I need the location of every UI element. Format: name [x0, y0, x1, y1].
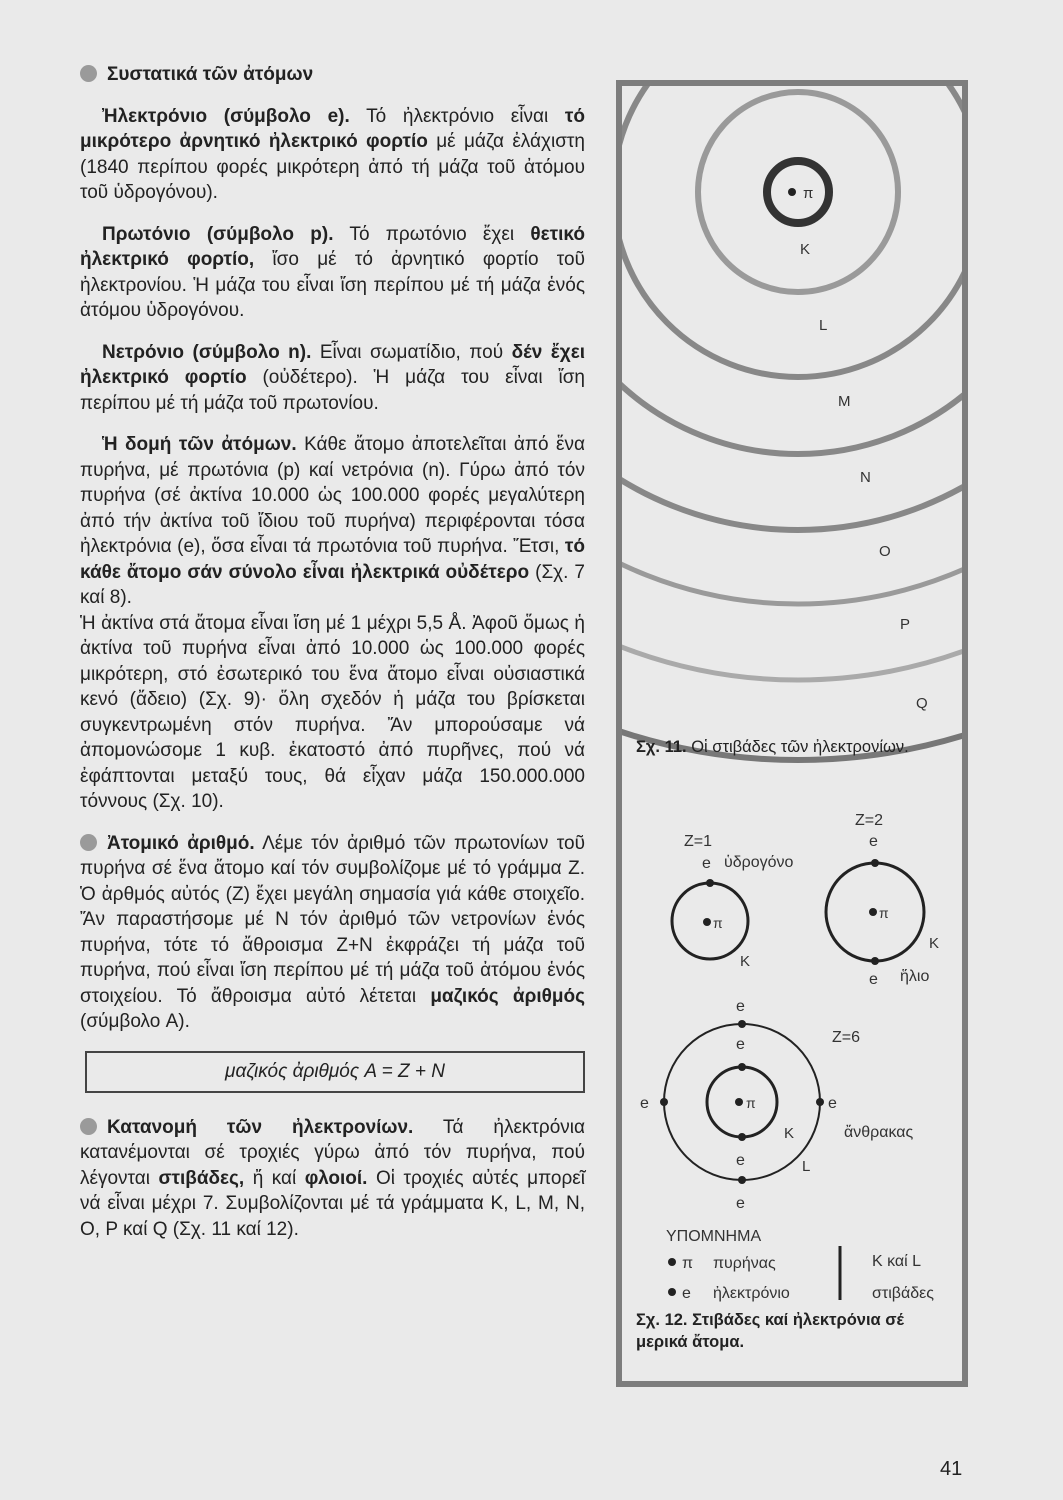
- section-heading-components: Συστατικά τῶν ἀτόμων: [80, 62, 585, 88]
- shell-ring-n: [622, 86, 962, 530]
- term-neutron: Νετρόνιο (σύμβολο n).: [102, 341, 312, 363]
- paragraph-structure: Ἡ δομή τῶν ἀτόμων. Κάθε ἄτομο ἀποτελεῖται ἀπό ἕνα πυρήνα, μέ πρωτόνια (p) καί νετρόνια (n). Γύρω ἀπό τόν πυρήνα (σέ ἀκτίνα 10.000 ὡς 100.000 φορές μεγαλύτερη ἀπό τήν ἀκτίνα τοῦ ἴδιου τοῦ πυρήνα) περιφέρονται τόσα ἠλεκτρόνια (e), ὅσα εἶναι τά πρωτόνια τοῦ πυρήνα. Ἔτσι, τό κάθε ἄτομο σάν σύνολο εἶναι ἠλεκτρικά οὐδέτερο (Σχ. 7 καί 8).: [80, 434, 585, 608]
- hydrogen-nucleus: [703, 918, 711, 926]
- carbon-e1-label: e: [736, 998, 745, 1015]
- legend-title: ΥΠΟΜΝΗΜΑ: [666, 1228, 762, 1245]
- carbon-shell-k-label: K: [784, 1125, 795, 1142]
- helium-nucleus: [869, 908, 877, 916]
- helium-e-bottom-label: e: [869, 971, 878, 988]
- shell-label-n: N: [860, 469, 871, 486]
- paragraph-electron: Ἠλεκτρόνιο (σύμβολο e). Τό ἠλεκτρόνιο εἶναι τό μικρότερο ἀρνητικό ἠλεκτρικό φορτίο μέ μάζα ἐλάχιστη (1840 περίπου φορές μικρότερη ἀπό τή μάζα τοῦ ἀτόμου τοῦ ὑδρογόνου).: [80, 105, 585, 203]
- paragraph-proton: Πρωτόνιο (σύμβολο p). Τό πρωτόνιο ἔχει θετικό ἠλεκτρικό φορτίο, ἴσο μέ τό ἀρνητικό φορτίο τοῦ ἠλεκτρονίου. Ἡ μάζα του εἶναι ἴση περίπου μέ τή μάζα ἑνός ἀτόμου ὑδρογόνου.: [80, 223, 585, 321]
- shell-label-m: M: [838, 393, 851, 410]
- legend-electron-text: ἠλεκτρόνιο: [713, 1285, 790, 1302]
- term-electron: Ἠλεκτρόνιο (σύμβολο e).: [102, 105, 350, 127]
- term-structure: Ἡ δομή τῶν ἀτόμων.: [102, 434, 297, 455]
- term-atomic-number: Ἀτομικό ἀριθμό.: [107, 832, 255, 854]
- carbon-name: ἄνθρακας: [844, 1124, 914, 1141]
- carbon-e6-label: e: [736, 1195, 745, 1212]
- legend-shells-label: K καί L: [872, 1253, 922, 1270]
- bullet-icon: [80, 1118, 97, 1135]
- carbon-electron-l-top: [738, 1020, 746, 1028]
- hydrogen-electron: [706, 879, 714, 887]
- hydrogen-atom: [672, 833, 794, 970]
- carbon-e2-label: e: [736, 1036, 745, 1053]
- hydrogen-shell-label: K: [740, 953, 751, 970]
- carbon-electron-l-left: [660, 1098, 668, 1106]
- legend-nucleus-dot: [668, 1258, 676, 1266]
- hydrogen-nucleus-label: π: [713, 915, 723, 931]
- bullet-icon: [80, 834, 97, 851]
- shell-label-l: L: [819, 317, 828, 334]
- bullet-icon: [80, 65, 97, 82]
- paragraph-radius: Ἡ ἀκτίνα στά ἄτομα εἶναι ἴση μέ 1 μέχρι 5,5 Å. Ἀφοῦ ὅμως ἡ ἀκτίνα τοῦ πυρήνα εἶναι ἀπό 10.000 ὡς 100.000 φορές μικρότερη, στό ἐσωτερικό του ἕνα ἄτομο εἶναι οὐσιαστικά κενό (ἄδειο) (Σχ. 9)· ὅλη σχεδόν ἡ μάζα του βρίσκεται συγκεντρωμένη στόν πυρήνα. Ἄν μπορούσαμε νά ἀπομονώσομε 1 κυβ. ἑκατοστό ἀπό πυρῆνες, πού νά ἐφάπτονται μεταξύ τους, θά εἶχαν μάζα 150.000.000 τόννους (Σχ. 10).: [80, 612, 585, 812]
- paragraph-atomic-number: Ἀτομικό ἀριθμό. Λέμε τόν ἀριθμό τῶν πρωτονίων τοῦ πυρήνα σέ ἕνα ἄτομο καί τόν συμβολίζομε μέ τό γράμμα Z. Ὁ ἀρθμός αὐτός (Z) ἔχει μεγάλη σημασία γιά κάθε στοιχεῖο. Ἄν παραστήσομε μέ N τόν ἀριθμό τῶν νετρονίων ἑνός πυρήνα, τότε τό ἄθροισμα Z+N ἐκφράζει τή μάζα τοῦ πυρήνα, πού εἶναι ἴση περίπου μέ τή μάζα τοῦ ἀτόμου ἑνός στοιχείου. Τό ἄθροισμα αὐτό λέτεται μαζικός ἀριθμός (σύμβολο A).: [80, 832, 585, 1032]
- shell-ring-l: [622, 86, 962, 377]
- carbon-z: Z=6: [832, 1029, 861, 1046]
- term-proton: Πρωτόνιο (σύμβολο p).: [102, 223, 334, 245]
- carbon-e4-label: e: [828, 1095, 837, 1112]
- hydrogen-e-label: e: [702, 855, 711, 872]
- shell-label-k: K: [800, 241, 811, 258]
- legend-nucleus-text: πυρήνας: [713, 1255, 776, 1272]
- nucleus-ring: [767, 161, 829, 223]
- carbon-e3-label: e: [640, 1095, 649, 1112]
- hydrogen-z: Z=1: [684, 833, 713, 850]
- legend-nucleus-symbol: π: [682, 1255, 694, 1272]
- legend: [666, 1228, 934, 1302]
- legend-electron-symbol: e: [682, 1285, 691, 1302]
- carbon-atom: [640, 998, 914, 1212]
- main-text-column: [80, 62, 585, 1258]
- carbon-electron-k-bottom: [738, 1133, 746, 1141]
- page-number: 41: [940, 1458, 963, 1480]
- carbon-nucleus: [735, 1098, 743, 1106]
- paragraph-neutron: Νετρόνιο (σύμβολο n). Εἶναι σωματίδιο, πού δέν ἔχει ἠλεκτρικό φορτίο (οὐδέτερο). Ἡ μάζα του εἶναι ἴση περίπου μέ τή μάζα τοῦ πρωτονίου.: [80, 341, 585, 414]
- nucleus-label: π: [803, 185, 814, 202]
- carbon-e5-label: e: [736, 1152, 745, 1169]
- term-electron-distribution: Κατανομή τῶν ἠλεκτρονίων.: [107, 1116, 414, 1138]
- helium-electron-top: [871, 859, 879, 867]
- legend-electron-dot: [668, 1288, 676, 1296]
- helium-name: ἥλιο: [900, 968, 930, 985]
- helium-e-top-label: e: [869, 833, 878, 850]
- fig11-caption: Σχ. 11. Οἱ στιβάδες τῶν ἠλεκτρονίων.: [636, 738, 909, 756]
- shell-label-p: P: [900, 616, 911, 633]
- nucleus-dot: [788, 188, 796, 196]
- shell-label-o: O: [879, 543, 891, 560]
- helium-atom: [826, 812, 939, 988]
- legend-shells-text: στιβάδες: [872, 1285, 934, 1302]
- mass-number-formula-box: μαζικός ἀριθμός A = Z + N: [85, 1051, 585, 1093]
- shell-ring-k: [698, 92, 898, 292]
- carbon-electron-k-top: [738, 1063, 746, 1071]
- helium-z: Z=2: [855, 812, 884, 829]
- fig11-shells: [622, 86, 962, 760]
- hydrogen-name: ὑδρογόνο: [724, 854, 794, 871]
- carbon-electron-l-right: [816, 1098, 824, 1106]
- carbon-electron-l-bottom: [738, 1176, 746, 1184]
- fig12-caption: Σχ. 12. Στιβάδες καί ἠλεκτρόνια σέ μερικά ἄτομα.: [636, 1311, 905, 1351]
- carbon-shell-l-label: L: [802, 1158, 811, 1175]
- helium-electron-bottom: [871, 957, 879, 965]
- paragraph-electron-distribution: Κατανομή τῶν ἠλεκτρονίων. Τά ἠλεκτρόνια κατανέμονται σέ τροχιές γύρω ἀπό τόν πυρήνα, πού λέγονται στιβάδες, ἤ καί φλοιοί. Οἱ τροχιές αὐτές μπορεῖ νά εἶναι μέχρι 7. Συμβολίζονται μέ τά γράμματα K, L, M, N, O, P καί Q (Σχ. 11 καί 12).: [80, 1116, 585, 1240]
- figure-frame: [616, 80, 968, 1387]
- shell-ring-p: [622, 86, 962, 680]
- carbon-nucleus-label: π: [746, 1095, 756, 1111]
- figures-svg: [622, 86, 962, 1381]
- helium-shell-label: K: [929, 935, 940, 952]
- helium-nucleus-label: π: [879, 905, 889, 921]
- shell-label-q: Q: [916, 695, 928, 712]
- shell-ring-m: [622, 86, 962, 454]
